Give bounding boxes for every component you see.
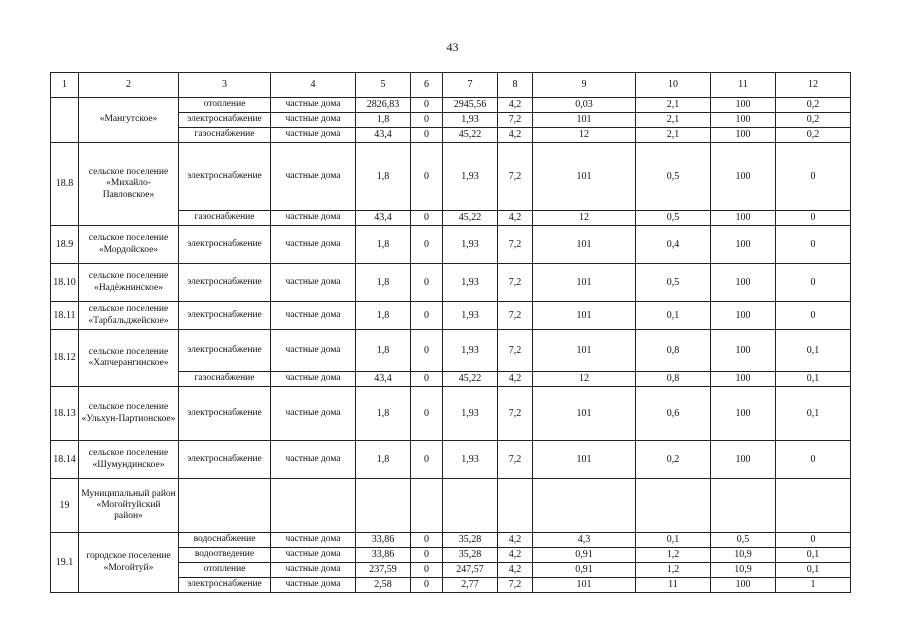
col8-cell [498,479,533,533]
col12-cell: 0,2 [776,113,851,128]
col9-cell: 101 [533,330,636,372]
col5-cell: 2826,83 [356,98,411,113]
column-header: 2 [79,73,179,98]
service-cell: электроснабжение [179,302,271,330]
service-cell: отопление [179,98,271,113]
col8-cell: 7,2 [498,578,533,593]
col12-cell: 1 [776,578,851,593]
col12-cell: 0 [776,143,851,211]
col10-cell: 0,8 [636,330,711,372]
table-row [51,98,851,113]
col8-cell: 4,2 [498,563,533,578]
col11-cell: 100 [711,330,776,372]
row-number-cell: 18.8 [51,143,79,226]
type-cell: частные дома [271,128,356,143]
col8-cell: 4,2 [498,98,533,113]
col7-cell: 2,77 [443,578,498,593]
type-cell: частные дома [271,113,356,128]
col10-cell: 0,5 [636,143,711,211]
col9-cell: 101 [533,226,636,264]
type-cell: частные дома [271,533,356,548]
col12-cell: 0,1 [776,563,851,578]
col7-cell: 2945,56 [443,98,498,113]
service-cell: отопление [179,563,271,578]
col8-cell: 4,2 [498,372,533,387]
col10-cell: 0,4 [636,226,711,264]
type-cell: частные дома [271,143,356,211]
column-header: 9 [533,73,636,98]
settlement-name-cell: сельское поселение «Шумундинское» [79,441,179,479]
col8-cell: 7,2 [498,330,533,372]
col9-cell: 101 [533,387,636,441]
type-cell: частные дома [271,578,356,593]
col10-cell: 0,1 [636,533,711,548]
col7-cell [443,479,498,533]
col8-cell: 7,2 [498,302,533,330]
column-header: 5 [356,73,411,98]
type-cell: частные дома [271,264,356,302]
col11-cell: 100 [711,113,776,128]
col7-cell: 35,28 [443,533,498,548]
col7-cell: 1,93 [443,387,498,441]
settlement-name-cell: Муниципальный район «Могойтуйский район» [79,479,179,533]
col12-cell: 0,2 [776,98,851,113]
row-number-cell: 18.13 [51,387,79,441]
col5-cell [356,479,411,533]
service-cell: электроснабжение [179,143,271,211]
col7-cell: 1,93 [443,226,498,264]
row-number-cell [51,98,79,143]
col6-cell: 0 [411,387,443,441]
row-number-cell: 18.12 [51,330,79,387]
col6-cell: 0 [411,563,443,578]
col9-cell: 101 [533,143,636,211]
col10-cell: 2,1 [636,128,711,143]
col5-cell: 1,8 [356,226,411,264]
col8-cell: 7,2 [498,441,533,479]
service-cell: электроснабжение [179,113,271,128]
col6-cell: 0 [411,128,443,143]
col5-cell: 2,58 [356,578,411,593]
col10-cell: 2,1 [636,113,711,128]
table-header-row [51,73,851,98]
col9-cell: 101 [533,578,636,593]
col5-cell: 1,8 [356,264,411,302]
col8-cell: 7,2 [498,226,533,264]
table-row [51,264,851,302]
col9-cell: 101 [533,441,636,479]
col11-cell: 100 [711,226,776,264]
type-cell: частные дома [271,548,356,563]
col12-cell: 0 [776,226,851,264]
col9-cell: 0,91 [533,548,636,563]
col6-cell: 0 [411,533,443,548]
column-header: 1 [51,73,79,98]
service-cell: электроснабжение [179,578,271,593]
col8-cell: 4,2 [498,533,533,548]
col12-cell: 0,2 [776,128,851,143]
col11-cell: 100 [711,211,776,226]
col10-cell: 1,2 [636,563,711,578]
col9-cell: 0,91 [533,563,636,578]
col5-cell: 33,86 [356,533,411,548]
col8-cell: 7,2 [498,264,533,302]
col9-cell [533,479,636,533]
type-cell: частные дома [271,302,356,330]
page-number: 43 [446,40,459,54]
service-cell: газоснабжение [179,128,271,143]
col12-cell: 0 [776,441,851,479]
col5-cell: 1,8 [356,387,411,441]
col7-cell: 1,93 [443,264,498,302]
data-table [50,72,851,593]
settlement-name-cell: сельское поселение «Мордойское» [79,226,179,264]
col5-cell: 1,8 [356,143,411,211]
col11-cell: 100 [711,98,776,113]
col11-cell: 100 [711,302,776,330]
type-cell: частные дома [271,387,356,441]
row-number-cell: 18.11 [51,302,79,330]
col11-cell [711,479,776,533]
service-cell: газоснабжение [179,372,271,387]
col9-cell: 101 [533,264,636,302]
col10-cell: 0,2 [636,441,711,479]
column-header: 3 [179,73,271,98]
col7-cell: 45,22 [443,128,498,143]
col10-cell: 0,5 [636,264,711,302]
col8-cell: 7,2 [498,113,533,128]
col7-cell: 1,93 [443,302,498,330]
table-row [51,226,851,264]
table-row [51,441,851,479]
col12-cell: 0 [776,211,851,226]
col10-cell: 2,1 [636,98,711,113]
col9-cell: 101 [533,113,636,128]
type-cell: частные дома [271,330,356,372]
col12-cell: 0 [776,533,851,548]
col6-cell: 0 [411,372,443,387]
type-cell: частные дома [271,226,356,264]
col10-cell: 0,8 [636,372,711,387]
col5-cell: 1,8 [356,441,411,479]
row-number-cell: 19 [51,479,79,533]
type-cell: частные дома [271,441,356,479]
type-cell: частные дома [271,98,356,113]
col12-cell: 0 [776,264,851,302]
col11-cell: 100 [711,372,776,387]
col11-cell: 100 [711,387,776,441]
col12-cell: 0,1 [776,548,851,563]
settlement-name-cell: сельское поселение «Ульхун-Партионское» [79,387,179,441]
col8-cell: 4,2 [498,548,533,563]
service-cell: электроснабжение [179,226,271,264]
table-row [51,330,851,372]
column-header: 6 [411,73,443,98]
column-header: 8 [498,73,533,98]
col9-cell: 12 [533,372,636,387]
col11-cell: 10,9 [711,548,776,563]
col5-cell: 237,59 [356,563,411,578]
settlement-name-cell: сельское поселение «Хапчерангинское» [79,330,179,387]
settlement-name-cell: городское поселение «Могойтуй» [79,533,179,593]
service-cell [179,479,271,533]
type-cell [271,479,356,533]
col11-cell: 100 [711,264,776,302]
col12-cell: 0,1 [776,330,851,372]
col10-cell: 0,1 [636,302,711,330]
table-row [51,387,851,441]
col5-cell: 43,4 [356,211,411,226]
col5-cell: 43,4 [356,372,411,387]
col10-cell: 0,6 [636,387,711,441]
column-header: 10 [636,73,711,98]
row-number-cell: 18.10 [51,264,79,302]
col11-cell: 100 [711,143,776,211]
col7-cell: 247,57 [443,563,498,578]
col7-cell: 35,28 [443,548,498,563]
col10-cell: 1,2 [636,548,711,563]
col12-cell: 0 [776,302,851,330]
col6-cell: 0 [411,330,443,372]
col10-cell [636,479,711,533]
col8-cell: 4,2 [498,211,533,226]
col5-cell: 33,86 [356,548,411,563]
col6-cell [411,479,443,533]
col5-cell: 1,8 [356,113,411,128]
table-row [51,143,851,211]
col9-cell: 4,3 [533,533,636,548]
type-cell: частные дома [271,211,356,226]
col6-cell: 0 [411,113,443,128]
col8-cell: 7,2 [498,143,533,211]
service-cell: электроснабжение [179,330,271,372]
col11-cell: 100 [711,128,776,143]
row-number-cell: 19.1 [51,533,79,593]
table-row [51,533,851,548]
col11-cell: 100 [711,578,776,593]
col7-cell: 1,93 [443,330,498,372]
settlement-name-cell: сельское поселение «Михайло-Павловское» [79,143,179,226]
col10-cell: 11 [636,578,711,593]
col7-cell: 45,22 [443,211,498,226]
col6-cell: 0 [411,98,443,113]
service-cell: газоснабжение [179,211,271,226]
col9-cell: 0,03 [533,98,636,113]
service-cell: электроснабжение [179,387,271,441]
service-cell: водоотведение [179,548,271,563]
service-cell: водоснабжение [179,533,271,548]
col6-cell: 0 [411,211,443,226]
table-row [51,479,851,533]
col12-cell: 0,1 [776,372,851,387]
settlement-name-cell: «Мангутское» [79,98,179,143]
col8-cell: 4,2 [498,128,533,143]
type-cell: частные дома [271,563,356,578]
col9-cell: 12 [533,128,636,143]
col6-cell: 0 [411,264,443,302]
settlement-name-cell: сельское поселение «Тарбальджейское» [79,302,179,330]
col9-cell: 101 [533,302,636,330]
col11-cell: 10,9 [711,563,776,578]
column-header: 4 [271,73,356,98]
settlement-name-cell: сельское поселение «Надёжнинское» [79,264,179,302]
service-cell: электроснабжение [179,441,271,479]
col5-cell: 1,8 [356,330,411,372]
column-header: 7 [443,73,498,98]
col11-cell: 0,5 [711,533,776,548]
col7-cell: 1,93 [443,113,498,128]
col12-cell: 0,1 [776,387,851,441]
row-number-cell: 18.14 [51,441,79,479]
row-number-cell: 18.9 [51,226,79,264]
col6-cell: 0 [411,548,443,563]
col10-cell: 0,5 [636,211,711,226]
type-cell: частные дома [271,372,356,387]
service-cell: электроснабжение [179,264,271,302]
col7-cell: 45,22 [443,372,498,387]
col5-cell: 1,8 [356,302,411,330]
col6-cell: 0 [411,578,443,593]
table-row [51,302,851,330]
col9-cell: 12 [533,211,636,226]
col6-cell: 0 [411,226,443,264]
col7-cell: 1,93 [443,441,498,479]
col6-cell: 0 [411,441,443,479]
col6-cell: 0 [411,302,443,330]
col7-cell: 1,93 [443,143,498,211]
column-header: 12 [776,73,851,98]
col12-cell [776,479,851,533]
col6-cell: 0 [411,143,443,211]
col8-cell: 7,2 [498,387,533,441]
column-header: 11 [711,73,776,98]
col5-cell: 43,4 [356,128,411,143]
col11-cell: 100 [711,441,776,479]
